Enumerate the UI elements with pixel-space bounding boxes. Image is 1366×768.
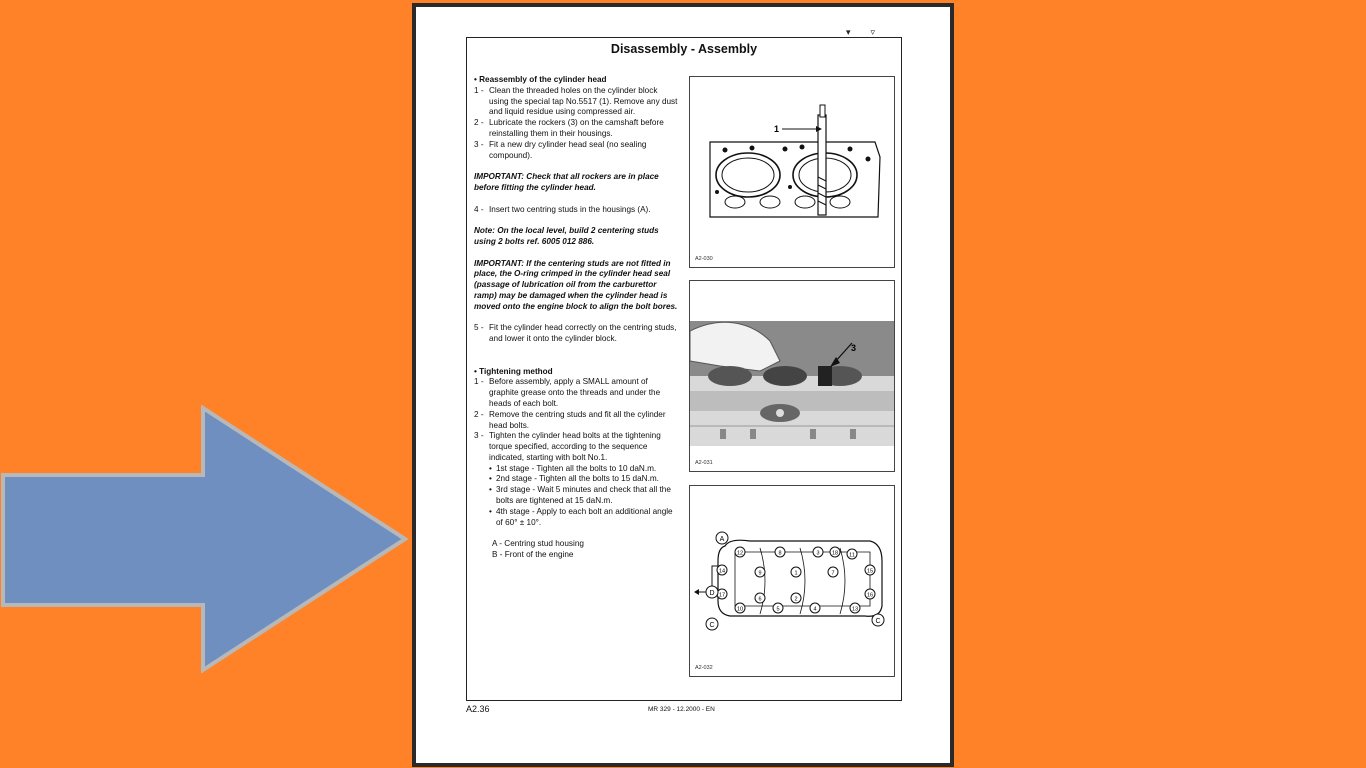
label-a: A [719,536,725,543]
tightening-step-1: 1 - Before assembly, apply a SMALL amount of graphite grease onto the threads and under the heads of each bolt. [474,377,661,408]
bolt-number: 14 [718,568,726,575]
stage-4: • 4th stage - Apply to each bolt an additional angle of 60° ± 10°. [489,506,673,527]
bolt-number: 18 [831,550,839,557]
bolt-number: 9 [758,570,762,577]
text-column [474,75,679,561]
legend-b: B - Front of the engine [492,550,574,560]
note-centering-studs: Note: On the local level, build 2 centering studs using 2 bolts ref. 6005 012 886. [474,226,659,246]
corner-marks: ▾▿ [846,27,896,37]
reassembly-step-5: 5 - Fit the cylinder head correctly on the centring studs, and lower it onto the cylinder block. [474,323,677,344]
reassembly-heading: • Reassembly of the cylinder head [474,75,607,84]
cylinder-block-drawing [690,77,895,268]
right-arrow-graphic [0,405,410,673]
bolt-number: 6 [758,596,762,603]
callout-3: 3 [851,343,857,353]
label-d: D [709,590,715,597]
label-c-left: C [709,622,715,629]
reassembly-step-4: 4 - Insert two centring studs in the housings (A). [474,204,651,214]
figure-code: A2-031 [695,460,713,466]
bolt-number: 10 [736,606,744,613]
figure-code: A2-032 [695,665,713,671]
stage-3: • 3rd stage - Wait 5 minutes and check that all the bolts are tightened at 15 daN.m. [489,485,671,506]
reassembly-step-2: 2 - Lubricate the rockers (3) on the camshaft before reinstalling them in their housings. [474,118,664,138]
page-frame [466,37,902,701]
bolt-number: 3 [816,550,820,557]
important-note-rockers: IMPORTANT: Check that all rockers are in place before fitting the cylinder head. [474,172,659,192]
bolt-number: 11 [849,552,855,559]
bolt-number-circles [717,547,875,613]
figure-tightening-sequence [689,485,895,677]
stage-2: • 2nd stage - Tighten all the bolts to 15 daN.m. [489,474,659,484]
tightening-step-2: 2 - Remove the centring studs and fit all the cylinder head bolts. [474,409,666,430]
legend-a: A - Centring stud housing [492,539,584,549]
bolt-number: 12 [736,550,744,557]
legend [474,539,679,561]
bolt-number: 7 [831,570,835,577]
bolt-number: 5 [776,606,780,613]
bolt-number: 15 [866,568,874,575]
label-c-right: C [875,618,881,625]
bolt-number: 16 [866,592,874,599]
bolt-number: 17 [718,592,726,599]
bolt-number: 1 [794,570,798,577]
rocker-photo-drawing [690,281,895,472]
callout-1: 1 [774,124,780,134]
tightening-sequence-drawing [690,486,895,677]
bolt-number: 13 [851,606,859,613]
document-reference: MR 329 - 12.2000 - EN [648,706,715,713]
reassembly-step-3: 3 - Fit a new dry cylinder head seal (no sealing compound). [474,139,647,160]
manual-page [412,3,954,767]
bolt-number: 8 [778,550,782,557]
page-title: Disassembly - Assembly [610,42,758,56]
tightening-step-3: 3 - Tighten the cylinder head bolts at the tightening torque specified, according to the sequence indicated, starting with bolt No.1. [474,431,661,462]
figure-rocker-photo [689,280,895,472]
page-number: A2.36 [466,704,490,714]
figure-code: A2-030 [695,256,713,262]
arrow-shape [3,408,405,670]
bolt-number: 2 [794,596,798,603]
stage-1: • 1st stage - Tighten all the bolts to 10 daN.m. [489,463,657,473]
figure-tap-cylinder-block [689,76,895,268]
reassembly-step-1: 1 - Clean the threaded holes on the cylinder block using the special tap No.5517 (1). Remove any dust and liquid residue using compressed air. [474,85,678,117]
important-note-oring: IMPORTANT: If the centering studs are not fitted in place, the O-ring crimped in the cylinder head seal (passage of lubrication oil from the carburettor ramp) may be damaged when the cylinder head is moved onto the engine block to align the bolt bores. [474,258,678,311]
tightening-heading: • Tightening method [474,366,553,376]
bolt-number: 4 [813,606,817,613]
